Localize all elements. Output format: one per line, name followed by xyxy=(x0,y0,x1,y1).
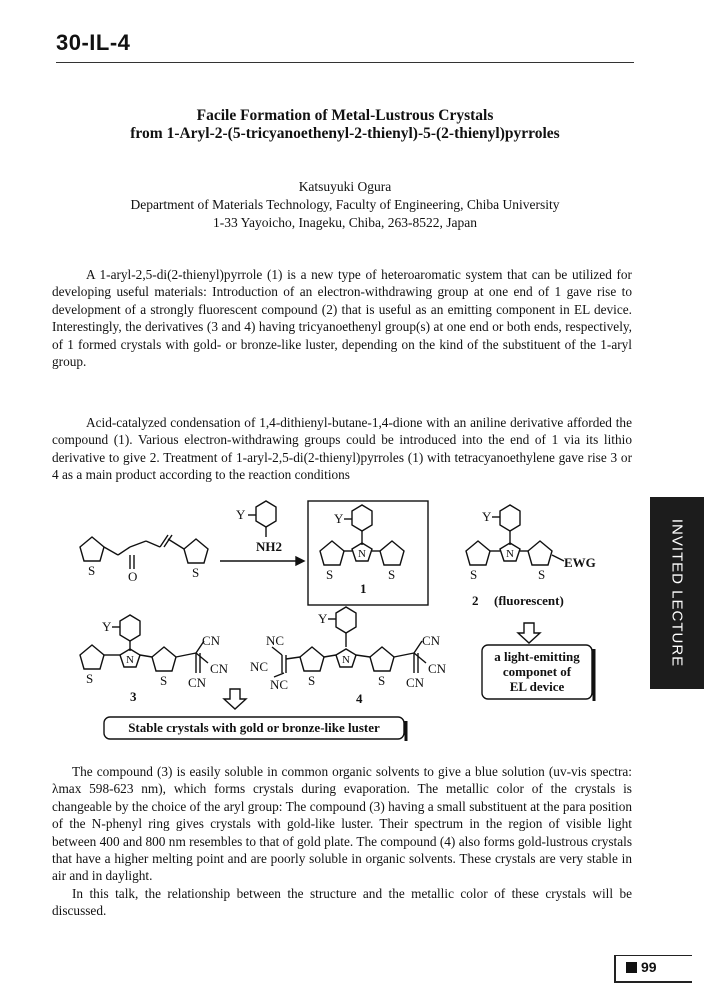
atom-label: N xyxy=(342,654,350,666)
light-emitting-line: componet of xyxy=(502,664,572,679)
header-rule xyxy=(56,62,634,63)
compound-3-label: 3 xyxy=(130,689,137,704)
sidebar-tab xyxy=(650,497,704,689)
atom-label: O xyxy=(128,569,138,584)
cn-label: CN xyxy=(422,633,441,648)
paragraph-results: The compound (3) is easily soluble in common organic solvents to give a blue solution (uv-vis spectra: λmax 598-623 nm), which forms crystals during evaporation. The metallic color of the crystals is changeable by the choice of the aryl group: The compound (3) having a small substituent at the para position of the N-phenyl ring gives crystals with gold-like luster. Their spectrum in the region of visible light between 400 and 800 nm resembles to that of gold plate. The compound (4) also forms gold-lustrous crystals that have a higher melting point and are poorly soluble in organic solvents. These crystals are very stable in air and in daylight. In this talk, the relationship between the structure and the metallic color of these crystals will be discussed. xyxy=(52,764,632,919)
title-line-2: from 1-Aryl-2-(5-tricyanoethenyl-2-thienyl)-5-(2-thienyl)pyrroles xyxy=(130,125,560,142)
atom-label: S xyxy=(538,567,546,582)
atom-label: Y xyxy=(334,511,344,526)
atom-label: Y xyxy=(102,619,112,634)
light-emitting-line: a light-emitting xyxy=(494,649,580,664)
down-arrow xyxy=(224,689,246,709)
atom-label: N xyxy=(358,548,366,560)
abstract-code: 30-IL-4 xyxy=(56,30,131,55)
compound-2-label: 2 xyxy=(472,593,479,608)
title-line-1: Facile Formation of Metal-Lustrous Crystals xyxy=(196,107,494,124)
cn-label: CN xyxy=(406,675,425,690)
nh2-label: NH2 xyxy=(256,539,282,554)
atom-label: S xyxy=(88,563,96,578)
thiophene-ring xyxy=(80,537,104,561)
stable-crystals-text: Stable crystals with gold or bronze-like luster xyxy=(128,720,380,735)
compound-1-box xyxy=(308,501,428,605)
page-number: 99 xyxy=(626,959,657,975)
compound-4-label: 4 xyxy=(356,691,363,706)
atom-label: N xyxy=(506,548,514,560)
compound-2-note: (fluorescent) xyxy=(494,593,564,608)
paragraph-conclusion: In this talk, the relationship between the structure and the metallic color of these crystals will be discussed. xyxy=(52,885,632,919)
paragraph-synthesis: Acid-catalyzed condensation of 1,4-dithienyl-butane-1,4-dione with an aniline derivative afforded the compound (1). Various electron-withdrawing groups could be introduced into the end of 1 via its lithio derivative to give 2. Treatment of 1-aryl-2,5-di(2-thienyl)pyrroles (1) with tetracyanoethylene gave rise 3 or 4 as a main product according to the reaction conditions xyxy=(52,415,632,483)
square-icon xyxy=(626,962,637,973)
atom-label: S xyxy=(160,673,168,688)
atom-label: Y xyxy=(236,507,246,522)
cn-label: CN xyxy=(202,633,221,648)
atom-label: Y xyxy=(318,611,328,626)
cn-label: CN xyxy=(210,661,229,676)
atom-label: S xyxy=(388,567,396,582)
atom-label: S xyxy=(192,565,200,580)
ewg-label: EWG xyxy=(564,555,596,570)
author-affiliation: Department of Materials Technology, Faculty of Engineering, Chiba University xyxy=(130,197,560,212)
atom-label: S xyxy=(326,567,334,582)
paragraph-intro: A 1-aryl-2,5-di(2-thienyl)pyrrole (1) is a new type of heteroaromatic system that can be utilized for developing useful materials: Introduction of an electron-withdrawing group at one end of 1 gave rise to development of a strongly fluorescent compound (2) that is useful as an emitting component in EL device. Interestingly, the derivatives (3 and 4) having tricyanoethenyl group(s) at one end or both ends, respectively, of 1 formed crystals with gold- or bronze-like luster, depending on the kind of the substituent of the 1-aryl group. xyxy=(52,267,632,370)
atom-label: S xyxy=(86,671,94,686)
atom-label: Y xyxy=(482,509,492,524)
author-address: 1-33 Yayoicho, Inageku, Chiba, 263-8522, Japan xyxy=(213,215,477,230)
cn-label: CN xyxy=(428,661,447,676)
atom-label: S xyxy=(378,673,386,688)
atom-label: S xyxy=(470,567,478,582)
atom-label: S xyxy=(308,673,316,688)
nc-label: NC xyxy=(250,659,269,674)
down-arrow xyxy=(518,623,540,643)
compound-1-label: 1 xyxy=(360,581,367,596)
sidebar-label: INVITED LECTURE xyxy=(668,518,686,668)
author-name: Katsuyuki Ogura xyxy=(298,179,392,194)
light-emitting-line: EL device xyxy=(509,679,565,694)
reaction-scheme xyxy=(60,495,600,745)
nc-label: NC xyxy=(266,633,285,648)
cn-label: CN xyxy=(188,675,207,690)
thiophene-ring xyxy=(184,539,208,563)
benzene-ring xyxy=(256,501,276,527)
atom-label: N xyxy=(126,654,134,666)
nc-label: NC xyxy=(270,677,289,692)
page-number-box xyxy=(614,955,692,983)
